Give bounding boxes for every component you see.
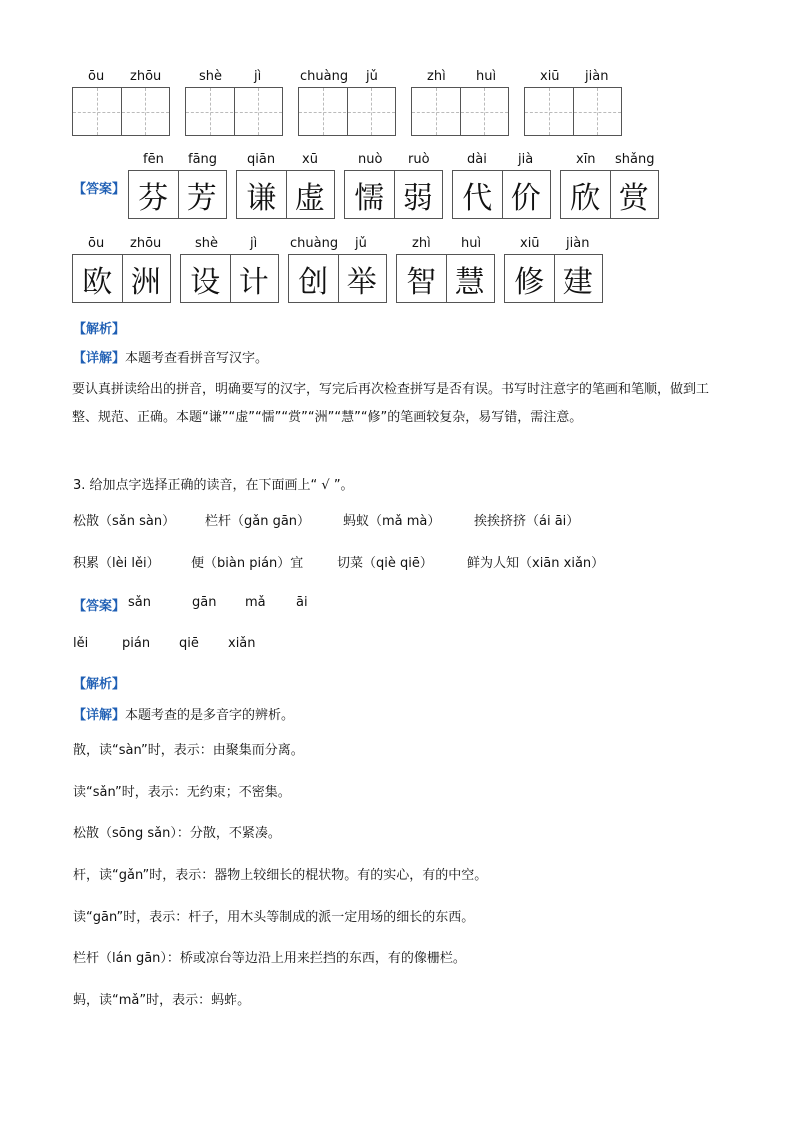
- answer-value: sǎn: [128, 595, 151, 610]
- pinyin-label: zhì: [412, 236, 431, 251]
- pinyin-label: fēn: [143, 152, 164, 167]
- detail-label: 【详解】: [73, 708, 126, 723]
- pinyin-label: ruò: [408, 152, 430, 167]
- pinyin-label: zhì: [427, 69, 446, 84]
- answer-grid: [288, 254, 387, 303]
- answer-label: 【答案】: [73, 182, 126, 197]
- pinyin-label: jiàn: [566, 236, 590, 251]
- pinyin-label: xū: [302, 152, 318, 167]
- pinyin-label: ōu: [88, 69, 105, 84]
- answer-char: 欧: [82, 264, 113, 300]
- answer-char: 芳: [186, 180, 217, 216]
- explanation-line: 杆，读“gǎn”时，表示：器物上较细长的棍状物。有的实心，有的中空。: [73, 868, 488, 883]
- detail-line: [73, 347, 268, 366]
- answer-char: 代: [462, 180, 493, 216]
- answer-char: 举: [346, 264, 377, 300]
- pinyin-label: dài: [467, 152, 487, 167]
- answer-char: 设: [190, 264, 221, 300]
- option-item: 挨挨挤挤（ái āi）: [474, 514, 580, 529]
- detail-paragraph: 要认真拼读给出的拼音，明确要写的汉字，写完后再次检查拼写是否有误。书写时注意字的笔画和笔顺，做到工整、规范、正确。本题“谦”“虚”“懦”“赏”“洲”“慧”“修”的笔画较复杂，易写错，需注意。: [72, 382, 710, 425]
- detail-text: 本题考查看拼音写汉字。: [125, 351, 269, 366]
- option-item: 松散（sǎn sàn）: [73, 514, 176, 529]
- answer-char: 修: [514, 264, 545, 300]
- explanation-line: 读“gān”时，表示：杆子，用木头等制成的派一定用场的细长的东西。: [73, 910, 475, 925]
- pinyin-label: jǔ: [366, 69, 378, 84]
- question-title: 3. 给加点字选择正确的读音，在下面画上“ √ ”。: [73, 478, 354, 493]
- answer-char: 价: [510, 180, 541, 216]
- answer-value: xiǎn: [228, 636, 256, 651]
- pinyin-label: jiàn: [585, 69, 609, 84]
- pinyin-label: qiān: [247, 152, 276, 167]
- answer-value: lěi: [73, 636, 89, 651]
- answer-char: 赏: [618, 180, 649, 216]
- answer-grid: [560, 170, 659, 219]
- pinyin-label: zhōu: [130, 236, 162, 251]
- answer-char: 懦: [354, 180, 385, 216]
- answer-grid: [236, 170, 335, 219]
- blank-writing-grid[interactable]: [411, 87, 509, 136]
- answer-char: 洲: [130, 264, 161, 300]
- answer-grid: [452, 170, 551, 219]
- answer-value: qiē: [179, 636, 199, 651]
- pinyin-label: fāng: [188, 152, 218, 167]
- pinyin-label: jià: [518, 152, 534, 167]
- pinyin-label: xiū: [520, 236, 540, 251]
- answer-grid: [72, 254, 171, 303]
- answer-value: mǎ: [245, 595, 266, 610]
- analysis-label: 【解析】: [73, 677, 126, 692]
- answer-char: 计: [238, 264, 269, 300]
- answer-char: 创: [298, 264, 329, 300]
- explanation-line: 松散（sōng sǎn）：分散，不紧凑。: [73, 826, 281, 841]
- answer-char: 谦: [246, 180, 277, 216]
- explanation-line: 栏杆（lán gān）：桥或凉台等边沿上用来拦挡的东西，有的像栅栏。: [73, 951, 466, 966]
- answer-grid: [128, 170, 227, 219]
- pinyin-label: ōu: [88, 236, 105, 251]
- detail-line: [73, 704, 294, 723]
- option-item: 鲜为人知（xiān xiǎn）: [467, 556, 605, 571]
- pinyin-label: jǔ: [355, 236, 367, 251]
- answer-grid: [504, 254, 603, 303]
- option-item: 便（biàn pián）宜: [191, 556, 304, 571]
- blank-writing-grid[interactable]: [524, 87, 622, 136]
- explanation-line: 读“sǎn”时，表示：无约束；不密集。: [73, 785, 291, 800]
- answer-char: 欣: [570, 180, 601, 216]
- pinyin-label: huì: [461, 236, 482, 251]
- detail-label: 【详解】: [73, 351, 126, 366]
- option-item: 栏杆（gǎn gān）: [205, 514, 311, 529]
- pinyin-label: jì: [254, 69, 262, 84]
- answer-value: āi: [296, 595, 308, 610]
- answer-char: 建: [562, 264, 593, 300]
- pinyin-label: shè: [195, 236, 219, 251]
- answer-char: 虚: [294, 180, 325, 216]
- answer-char: 智: [406, 264, 437, 300]
- answer-value: pián: [122, 636, 151, 651]
- answer-grid: [344, 170, 443, 219]
- pinyin-label: zhōu: [130, 69, 162, 84]
- option-item: 蚂蚁（mǎ mà）: [343, 514, 441, 529]
- pinyin-label: shè: [199, 69, 223, 84]
- analysis-label: 【解析】: [73, 322, 126, 337]
- answer-label: 【答案】: [73, 599, 126, 614]
- option-item: 积累（lèi lěi）: [73, 556, 160, 571]
- pinyin-label: huì: [476, 69, 497, 84]
- answer-grid: [180, 254, 279, 303]
- answer-char: 弱: [402, 180, 433, 216]
- answer-char: 慧: [454, 264, 485, 300]
- explanation-line: 散，读“sàn”时，表示：由聚集而分离。: [73, 743, 304, 758]
- pinyin-label: xiū: [540, 69, 560, 84]
- pinyin-label: chuàng: [300, 69, 349, 84]
- blank-writing-grid[interactable]: [72, 87, 170, 136]
- answer-char: 芬: [138, 180, 169, 216]
- pinyin-label: xīn: [576, 152, 596, 167]
- answer-grid: [396, 254, 495, 303]
- answer-value: gān: [192, 595, 217, 610]
- pinyin-label: chuàng: [290, 236, 339, 251]
- detail-text: 本题考查的是多音字的辨析。: [125, 708, 295, 723]
- pinyin-label: shǎng: [615, 152, 655, 167]
- blank-writing-grid[interactable]: [298, 87, 396, 136]
- pinyin-label: jì: [250, 236, 258, 251]
- blank-writing-grid[interactable]: [185, 87, 283, 136]
- explanation-line: 蚂，读“mǎ”时，表示：蚂蚱。: [73, 993, 251, 1008]
- option-item: 切菜（qiè qiē）: [337, 556, 433, 571]
- pinyin-label: nuò: [358, 152, 383, 167]
